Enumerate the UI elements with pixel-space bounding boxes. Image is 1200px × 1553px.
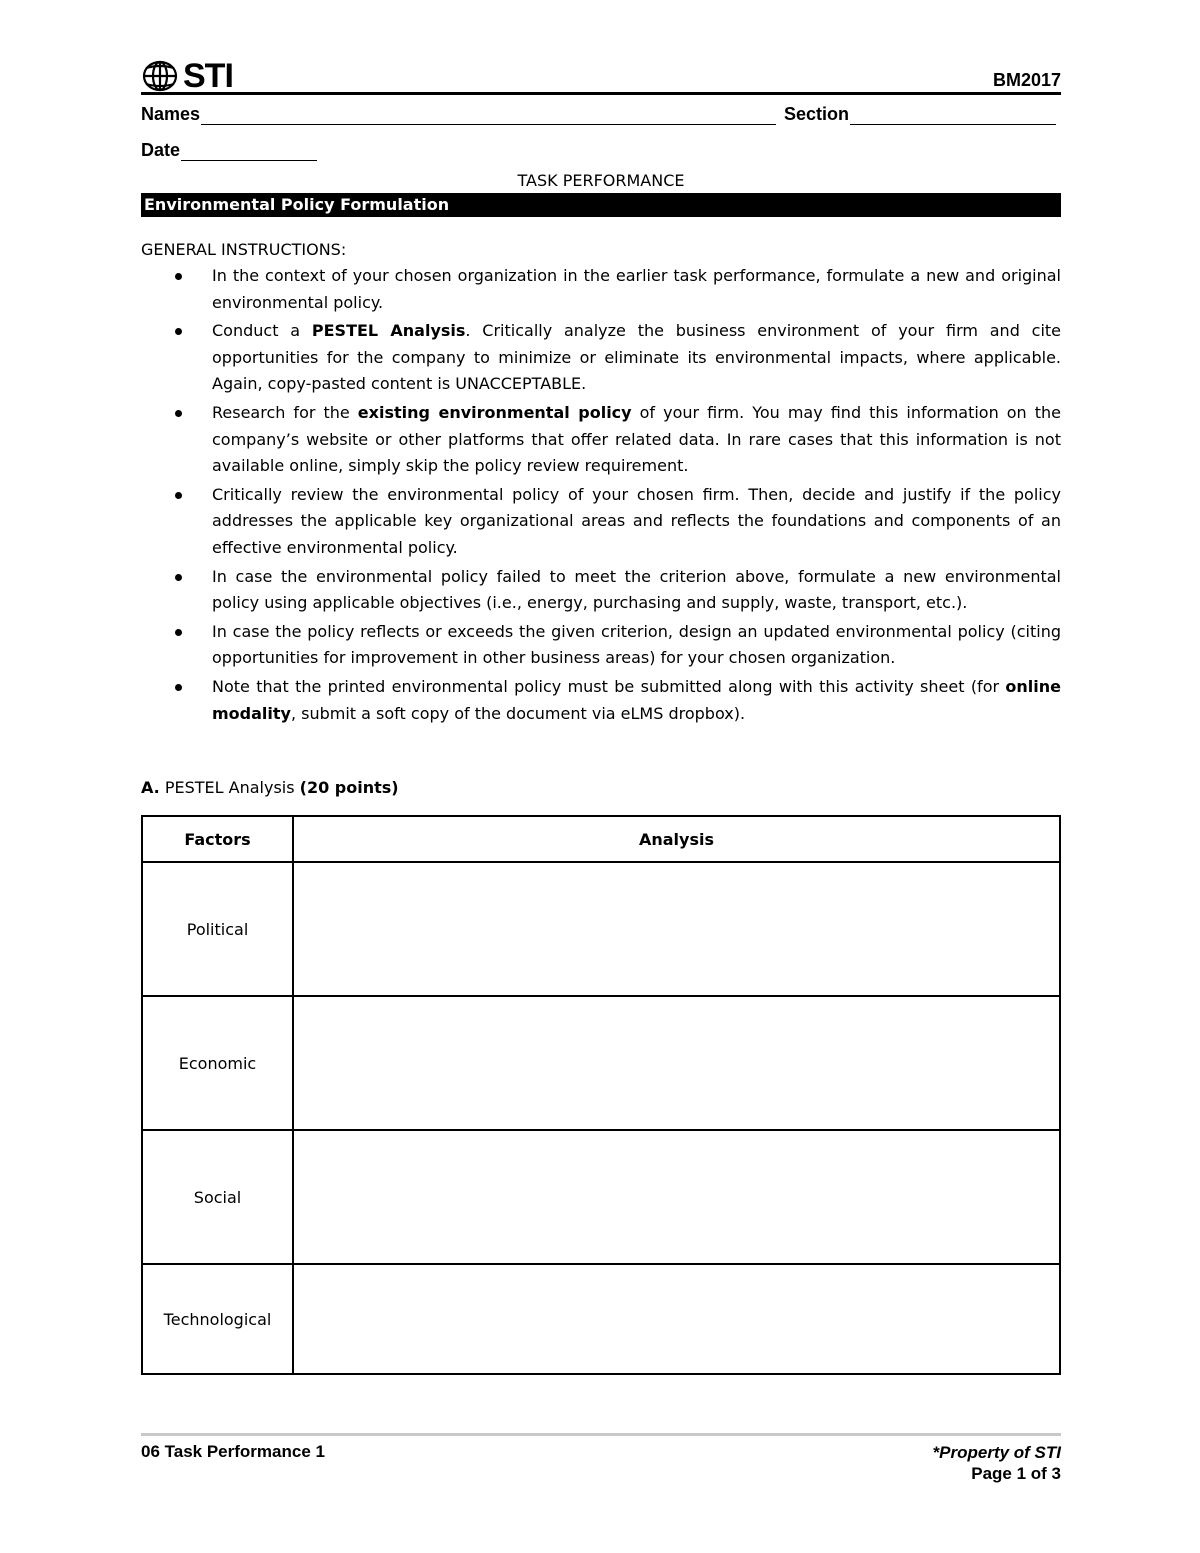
analysis-cell-economic[interactable] (293, 996, 1060, 1130)
instruction-text: online modality (212, 676, 1061, 723)
instruction-item (141, 263, 1061, 316)
instruction-item (141, 564, 1061, 617)
header-rule (141, 92, 1061, 95)
instruction-text: Note that the printed environmental policy must be submitted along with this activity sheet (for (212, 676, 1006, 696)
footer-property: *Property of STI (932, 1443, 1061, 1462)
section-a-heading (141, 778, 399, 797)
analysis-cell-social[interactable] (293, 1130, 1060, 1264)
instruction-text: existing environmental policy (357, 402, 632, 422)
table-header-row (142, 816, 1060, 862)
instruction-text: , submit a soft copy of the document via eLMS dropbox). (290, 703, 746, 723)
section-a-letter: A. (141, 778, 160, 797)
instruction-item (141, 318, 1061, 398)
factor-economic: Economic (142, 996, 293, 1130)
pestel-table (141, 815, 1061, 1375)
instruction-text: In case the policy reflects or exceeds the given criterion, design an updated environmental policy (citing opportunities for improvement in other business areas) for your chosen organization. (212, 621, 1061, 668)
factor-technological: Technological (142, 1264, 293, 1374)
bullet-icon (175, 492, 182, 499)
bullet-icon (175, 273, 182, 280)
table-row (142, 1264, 1060, 1374)
date-field (141, 140, 317, 161)
logo-text: STI (183, 57, 233, 95)
instruction-item (141, 400, 1061, 480)
instruction-text: PESTEL Analysis (311, 321, 466, 341)
footer-rule (141, 1433, 1061, 1436)
names-field (141, 104, 776, 125)
section-banner: Environmental Policy Formulation (141, 193, 1061, 217)
names-label: Names (141, 104, 201, 124)
instruction-text: Conduct a (212, 321, 312, 341)
footer-page-number: Page 1 of 3 (971, 1464, 1061, 1483)
bullet-icon (175, 328, 182, 335)
instruction-text: Critically review the environmental policy of your chosen firm. Then, decide and justify if the policy addresses the applicable key organizational areas and reflects the foundations and components of an effective environmental policy. (212, 484, 1061, 557)
instruction-text: of your firm. You may find this information on the company’s website or other platforms that offer related data. In rare cases that this information is not available online, simply skip the policy review requirement. (212, 402, 1062, 476)
instruction-text: . Critically analyze the business environment of your firm and cite opportunities for the company to minimize or eliminate its environmental impacts, where applicable. Again, copy-pasted content is UNACCEPTABLE. (212, 321, 1062, 394)
footer-right (933, 1442, 1061, 1484)
instruction-text: In case the environmental policy failed to meet the criterion above, formulate a new environmental policy using applicable objectives (i.e., energy, purchasing and supply, waste, transport, etc.). (212, 566, 1061, 613)
section-input-line[interactable] (850, 106, 1056, 125)
table-row (142, 1130, 1060, 1264)
bullet-icon (175, 410, 182, 417)
table-row (142, 862, 1060, 996)
instruction-item (141, 482, 1061, 562)
section-a-title: PESTEL Analysis (159, 778, 300, 797)
date-input-line[interactable] (181, 142, 317, 161)
table-row (142, 996, 1060, 1130)
factor-political: Political (142, 862, 293, 996)
instruction-text: In the context of your chosen organization in the earlier task performance, formulate a new and original environmental policy. (212, 266, 1061, 312)
analysis-cell-technological[interactable] (293, 1264, 1060, 1374)
header-factors: Factors (142, 816, 293, 862)
instruction-item (141, 674, 1061, 727)
header-analysis: Analysis (293, 816, 1060, 862)
factor-social: Social (142, 1130, 293, 1264)
section-field (784, 104, 1056, 125)
bullet-icon (175, 574, 182, 581)
sti-logo (141, 58, 233, 94)
instruction-item (141, 619, 1061, 672)
bullet-icon (175, 684, 182, 691)
task-title: TASK PERFORMANCE (517, 171, 685, 190)
section-a-points: (20 points) (299, 778, 399, 797)
course-code: BM2017 (992, 70, 1061, 90)
globe-icon (141, 59, 181, 93)
analysis-cell-political[interactable] (293, 862, 1060, 996)
names-input-line[interactable] (201, 106, 776, 125)
section-label: Section (784, 104, 850, 124)
instruction-text: Research for the (212, 402, 358, 422)
instructions-list (141, 263, 1061, 729)
footer-title: 06 Task Performance 1 (141, 1442, 325, 1461)
bullet-icon (175, 629, 182, 636)
instructions-heading: GENERAL INSTRUCTIONS: (141, 240, 347, 259)
date-label: Date (141, 140, 181, 160)
